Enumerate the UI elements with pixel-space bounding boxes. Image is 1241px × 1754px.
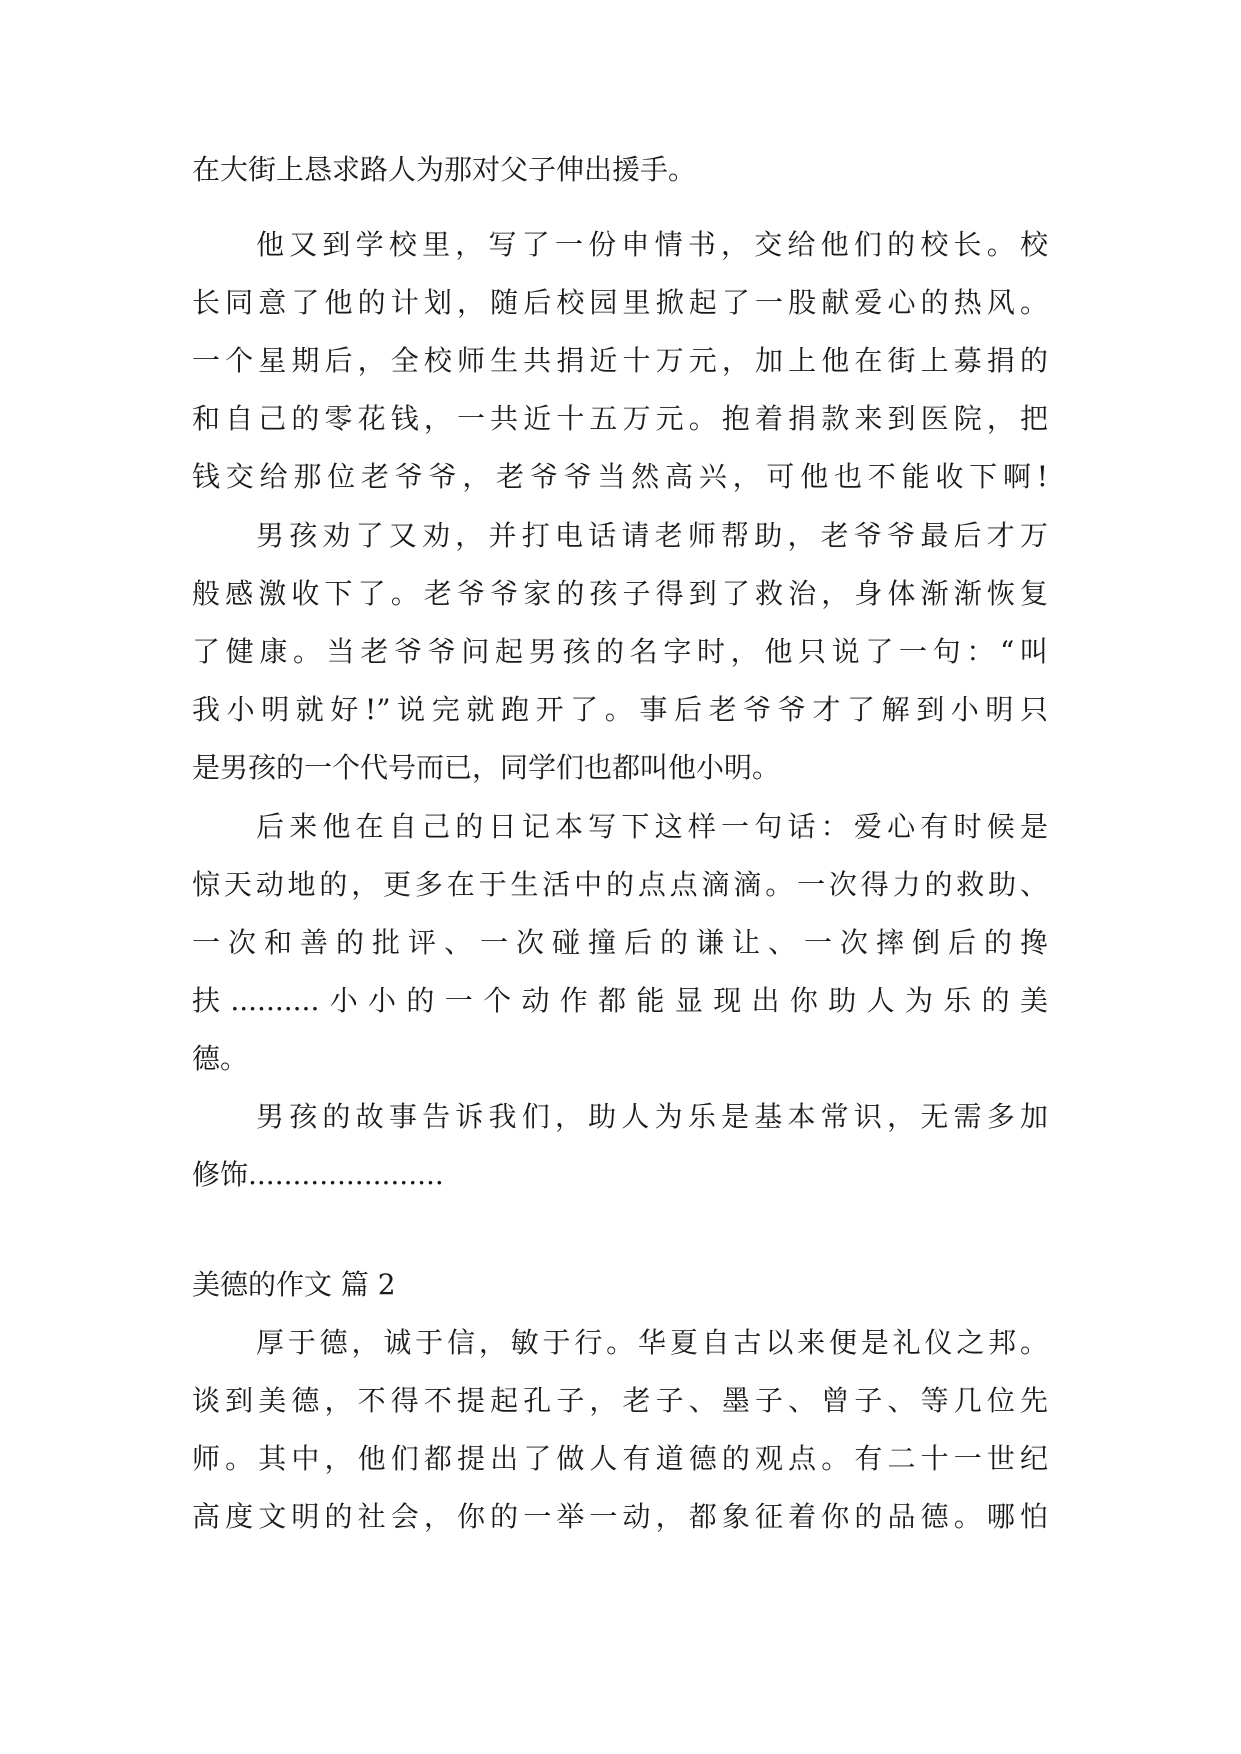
text-line: 在大街上恳求路人为那对父子伸出援手。	[192, 153, 697, 186]
text-line: 般感激收下了。老爷爷家的孩子得到了救治，身体渐渐恢复	[192, 577, 1048, 610]
text-line: 一次和善的批评、一次碰撞后的谦让、一次摔倒后的搀	[192, 926, 1048, 959]
paragraph-first-line: 厚于德，诚于信，敏于行。华夏自古以来便是礼仪之邦。	[256, 1326, 1048, 1359]
text-line: 我小明就好!”说完就跑开了。事后老爷爷才了解到小明只	[192, 693, 1048, 726]
text-line: 修饰......................	[192, 1158, 444, 1191]
paragraph-first-line: 他又到学校里，写了一份申情书，交给他们的校长。校	[256, 228, 1048, 261]
text-line: 德。	[192, 1042, 249, 1075]
paragraph-first-line: 男孩的故事告诉我们，助人为乐是基本常识，无需多加	[256, 1100, 1048, 1133]
text-line: 和自己的零花钱，一共近十五万元。抱着捐款来到医院，把	[192, 402, 1048, 435]
text-line: 谈到美德，不得不提起孔子，老子、墨子、曾子、等几位先	[192, 1384, 1048, 1417]
text-line: 高度文明的社会，你的一举一动，都象征着你的品德。哪怕	[192, 1500, 1048, 1533]
text-line: 一个星期后，全校师生共捐近十万元，加上他在街上募捐的	[192, 344, 1048, 377]
text-line: 师。其中，他们都提出了做人有道德的观点。有二十一世纪	[192, 1442, 1048, 1475]
text-line: 是男孩的一个代号而已，同学们也都叫他小明。	[192, 751, 781, 784]
text-line: 钱交给那位老爷爷，老爷爷当然高兴，可他也不能收下啊!	[192, 460, 1048, 493]
text-line: 了健康。当老爷爷问起男孩的名字时，他只说了一句：“叫	[192, 635, 1048, 668]
section-heading: 美德的作文 篇 2	[192, 1268, 396, 1301]
paragraph-first-line: 男孩劝了又劝，并打电话请老师帮助，老爷爷最后才万	[256, 519, 1048, 552]
text-line: 惊天动地的，更多在于生活中的点点滴滴。一次得力的救助、	[192, 868, 1048, 901]
text-line: 扶..........小小的一个动作都能显现出你助人为乐的美	[192, 984, 1048, 1017]
paragraph-first-line: 后来他在自己的日记本写下这样一句话：爱心有时候是	[256, 810, 1048, 843]
text-line: 长同意了他的计划，随后校园里掀起了一股献爱心的热风。	[192, 286, 1048, 319]
